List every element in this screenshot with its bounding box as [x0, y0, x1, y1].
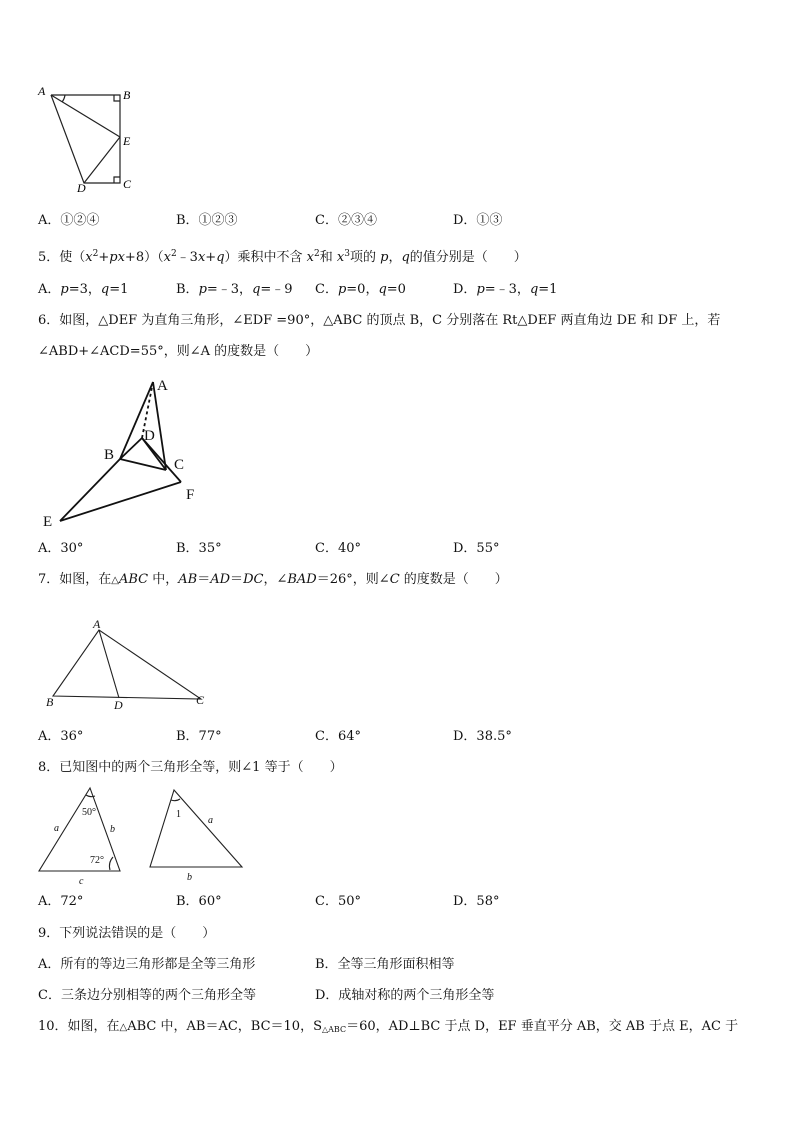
q10-question: 10．如图，在△ABC 中，AB＝AC，BC＝10，$S_{\triangle ABC}=60$，AD⊥BC 于点 D，EF 垂直平分 AB，交 AB 于点 E，AC 于: [38, 1019, 739, 1034]
q5-option-c[interactable]: C．p=0，q=0: [315, 282, 406, 297]
q4-option-b[interactable]: B．①②③: [176, 213, 238, 228]
q7-figure: [38, 612, 216, 712]
q8-option-a[interactable]: A．72°: [38, 894, 84, 909]
q7-option-a[interactable]: A．36°: [38, 729, 84, 744]
q4-option-c[interactable]: C．②③④: [315, 213, 377, 228]
q7-label-a: A: [93, 617, 101, 631]
q8-figure-right: [144, 784, 248, 884]
q7-question: 7．如图，在△ABC 中，AB＝AD＝DC，∠BAD＝26°，则∠C 的度数是（ ）: [38, 572, 508, 587]
q8-right-side-a: a: [208, 815, 213, 826]
q8-left-side-c: c: [79, 876, 84, 887]
q8-option-b[interactable]: B．60°: [176, 894, 222, 909]
q5-option-b[interactable]: B．p=﹣3，q=﹣9: [176, 282, 293, 297]
q6-question-line1: 6．如图，△DEF 为直角三角形，∠EDF =90°，△ABC 的顶点 B，C 分别落在 Rt△DEF 两直角边 DE 和 DF 上，若: [38, 313, 721, 328]
q6-label-f: F: [186, 487, 195, 503]
q8-left-angle-50: 50°: [82, 807, 96, 818]
q6-label-c: C: [174, 457, 185, 473]
q6-figure: [38, 370, 208, 532]
q8-left-side-b: b: [110, 824, 115, 835]
q4-label-a: A: [38, 84, 46, 98]
q5-option-d[interactable]: D．p=﹣3，q=1: [453, 282, 558, 297]
q8-right-side-b: b: [187, 872, 192, 883]
q8-question: 8．已知图中的两个三角形全等，则∠1 等于（ ）: [38, 760, 343, 775]
q6-label-e: E: [43, 514, 53, 530]
q7-label-d: D: [114, 698, 123, 712]
q6-option-a[interactable]: A．30°: [38, 541, 84, 556]
q8-right-angle-1: 1: [176, 809, 181, 820]
q4-figure: [30, 82, 150, 194]
q9-option-b[interactable]: B．全等三角形面积相等: [315, 957, 455, 972]
q6-question-line2: ∠ABD+∠ACD=55°，则∠A 的度数是（ ）: [38, 344, 319, 359]
q8-option-c[interactable]: C．50°: [315, 894, 361, 909]
q7-label-b: B: [46, 695, 54, 709]
q8-left-angle-72: 72°: [90, 855, 104, 866]
q7-option-b[interactable]: B．77°: [176, 729, 222, 744]
q4-option-a[interactable]: A．①②④: [38, 213, 100, 228]
q4-label-b: B: [123, 88, 131, 102]
q8-option-d[interactable]: D．58°: [453, 894, 500, 909]
q5-question: 5．使$(x^2+px+8)(x^2﹣3x+q)$乘积中不含 $x^2$和 $x^3$项的 p，q的值分别是（ ）: [38, 249, 527, 265]
q6-label-d: D: [144, 428, 155, 444]
q9-question: 9．下列说法错误的是（ ）: [38, 926, 216, 941]
q6-label-b: B: [104, 447, 115, 463]
q4-label-e: E: [123, 134, 131, 148]
q9-option-c[interactable]: C．三条边分别相等的两个三角形全等: [38, 988, 256, 1003]
q6-option-d[interactable]: D．55°: [453, 541, 500, 556]
q9-option-a[interactable]: A．所有的等边三角形都是全等三角形: [38, 957, 256, 972]
q6-option-c[interactable]: C．40°: [315, 541, 361, 556]
q4-option-d[interactable]: D．①③: [453, 213, 503, 228]
q8-figure-left: [34, 784, 130, 888]
q6-option-b[interactable]: B．35°: [176, 541, 222, 556]
q7-option-d[interactable]: D．38.5°: [453, 729, 512, 744]
q4-label-c: C: [123, 177, 132, 191]
q7-option-c[interactable]: C．64°: [315, 729, 361, 744]
q9-option-d[interactable]: D．成轴对称的两个三角形全等: [315, 988, 495, 1003]
q8-left-side-a: a: [54, 823, 59, 834]
q4-label-d: D: [77, 181, 86, 194]
q5-option-a[interactable]: A．p=3，q=1: [38, 282, 129, 297]
q7-label-c: C: [196, 693, 205, 707]
q6-label-a: A: [157, 378, 168, 394]
